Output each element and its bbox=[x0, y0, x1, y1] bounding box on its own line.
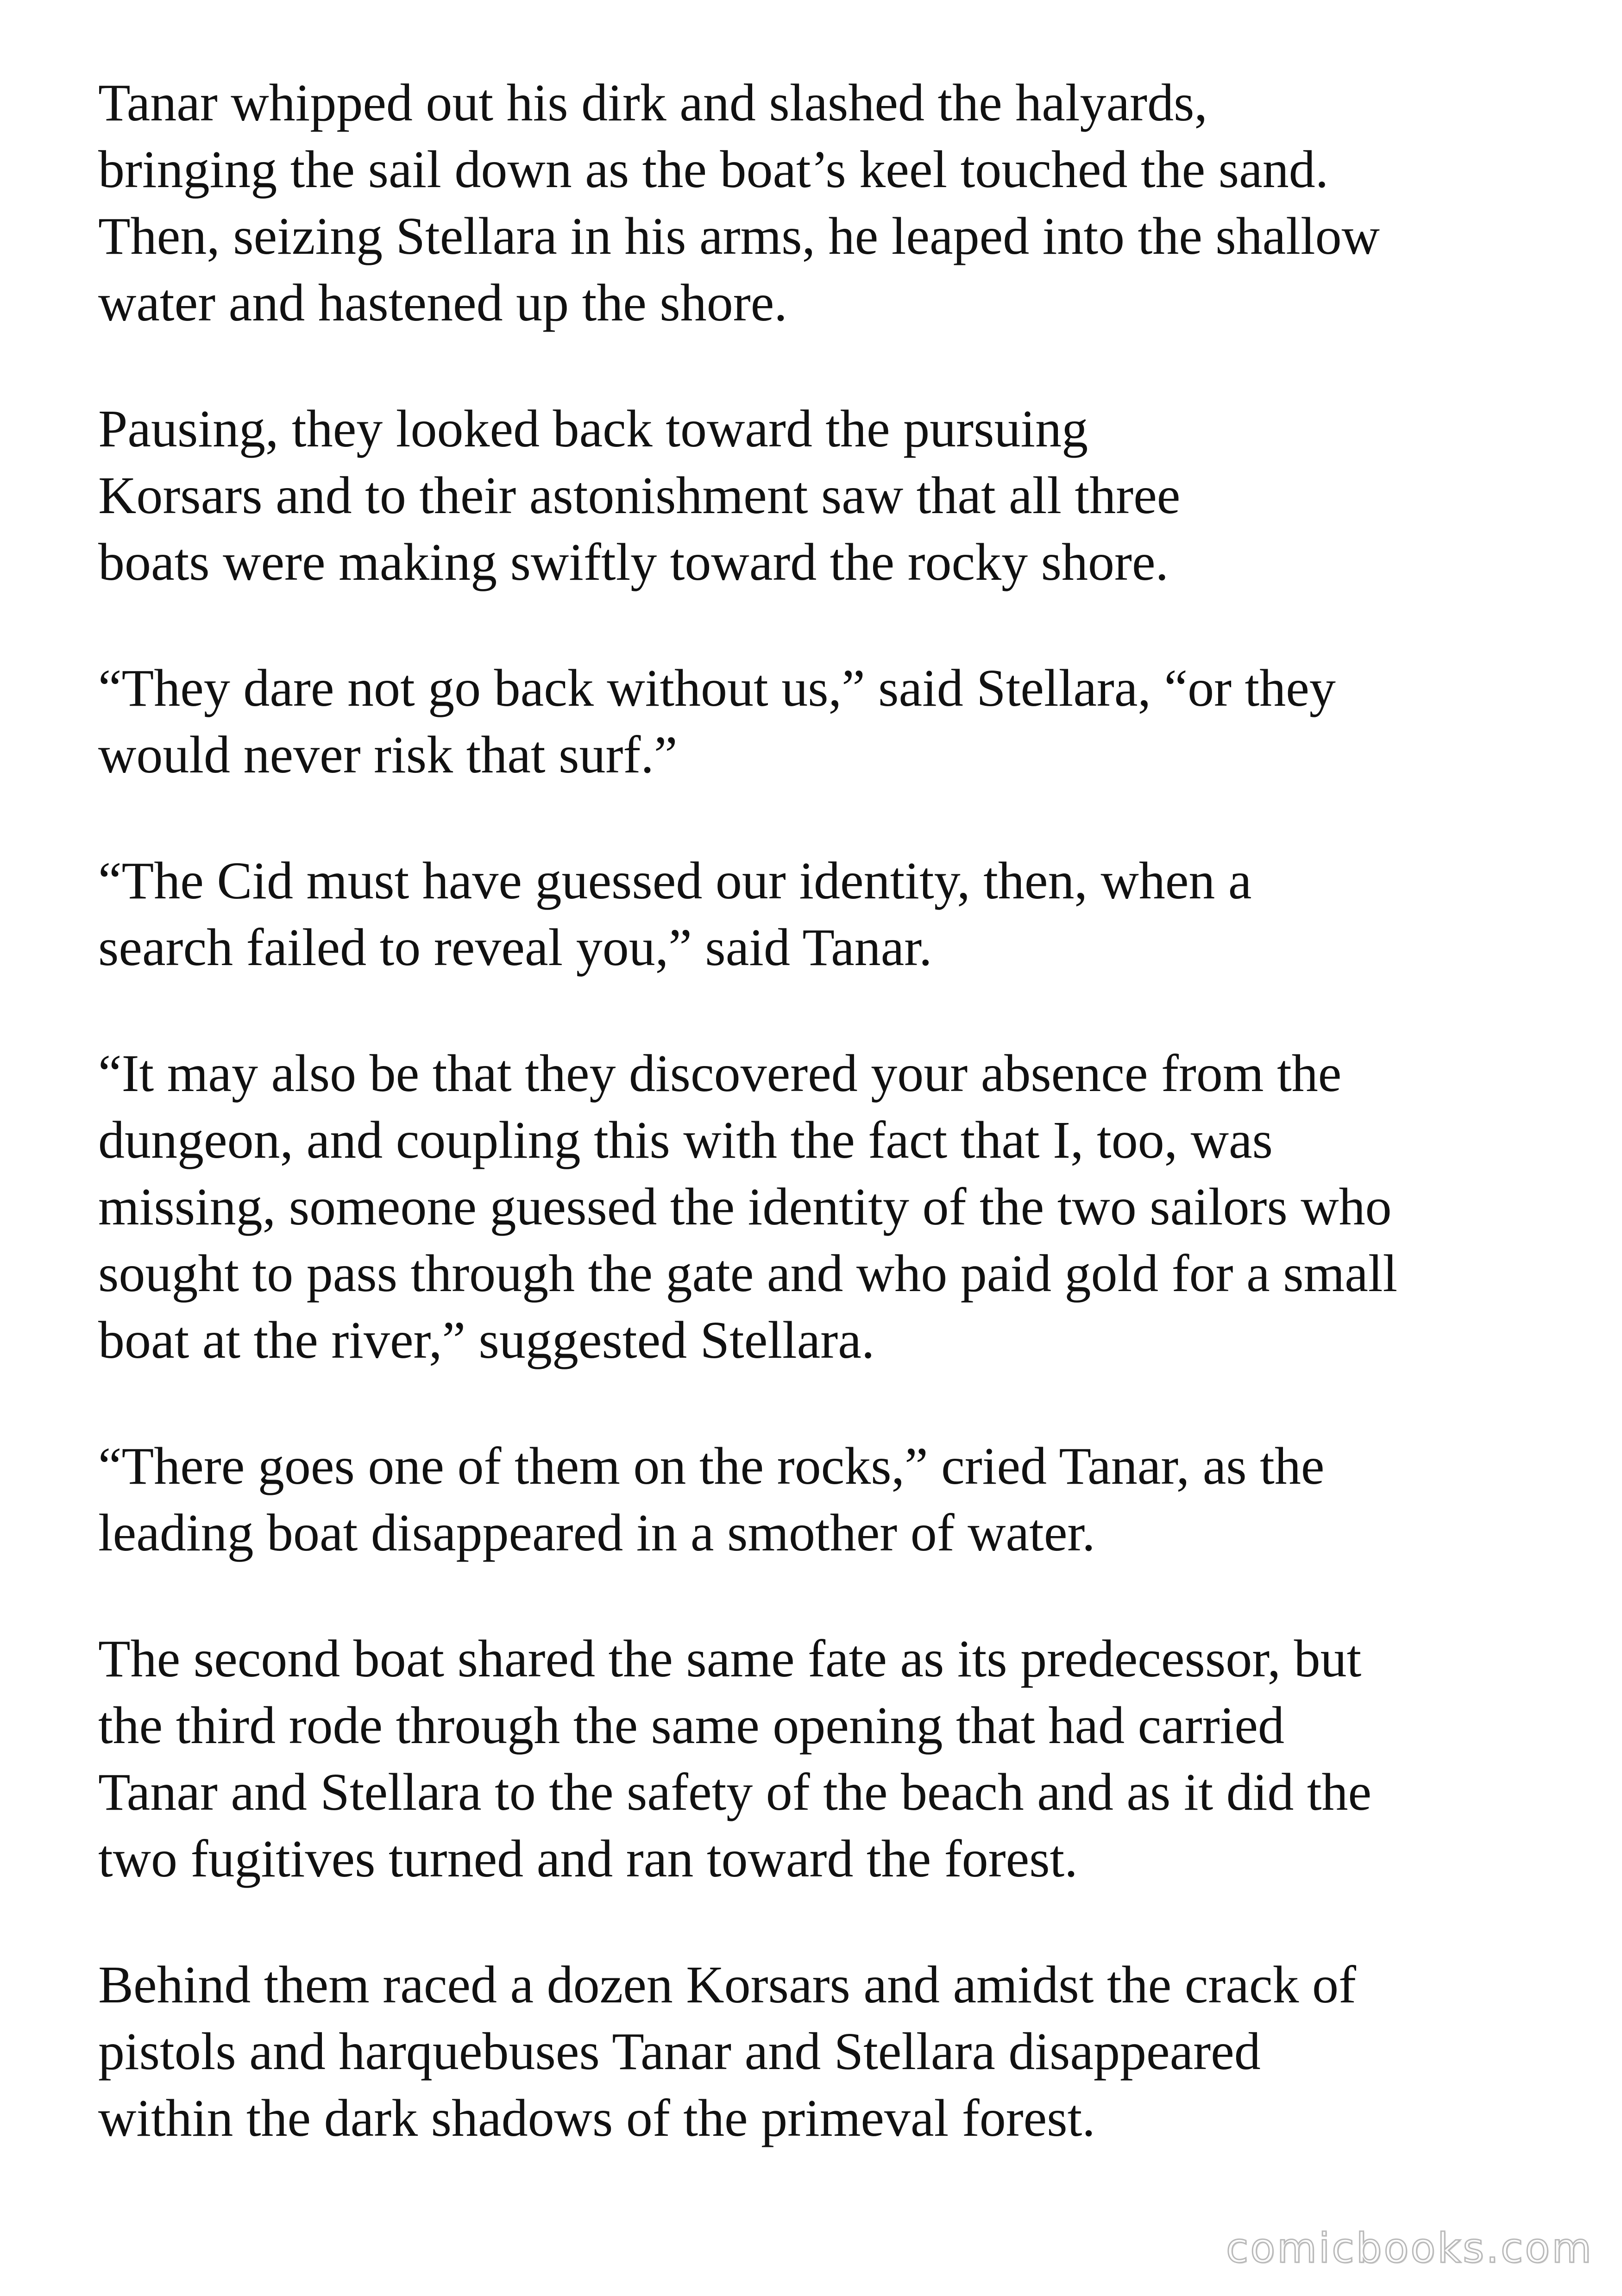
text-line: “They dare not go back without us,” said Stellara, “or they bbox=[98, 659, 1336, 717]
paragraph-8 bbox=[98, 1951, 1562, 2152]
paragraph-5 bbox=[98, 1040, 1562, 1374]
text-line: “The Cid must have guessed our identity, then, when a bbox=[98, 851, 1252, 910]
text-line: leading boat disappeared in a smother of water. bbox=[98, 1503, 1095, 1562]
text-line: boats were making swiftly toward the rocky shore. bbox=[98, 533, 1169, 591]
text-line: sought to pass through the gate and who paid gold for a small bbox=[98, 1244, 1398, 1303]
text-line: the third rode through the same opening that had carried bbox=[98, 1696, 1284, 1755]
text-line: bringing the sail down as the boat’s keel touched the sand. bbox=[98, 140, 1329, 199]
text-line: two fugitives turned and ran toward the forest. bbox=[98, 1829, 1078, 1888]
text-line: water and hastened up the shore. bbox=[98, 273, 787, 332]
text-line: The second boat shared the same fate as its predecessor, but bbox=[98, 1629, 1362, 1688]
text-line: “It may also be that they discovered your absence from the bbox=[98, 1044, 1342, 1103]
text-line: Korsars and to their astonishment saw that all three bbox=[98, 466, 1181, 525]
text-line: would never risk that surf.” bbox=[98, 725, 678, 784]
text-line: Behind them raced a dozen Korsars and amidst the crack of bbox=[98, 1955, 1356, 2014]
text-line: Pausing, they looked back toward the pursuing bbox=[98, 399, 1088, 458]
story-text bbox=[98, 69, 1562, 2152]
paragraph-7 bbox=[98, 1625, 1562, 1892]
paragraph-2 bbox=[98, 395, 1562, 596]
text-line: “There goes one of them on the rocks,” cried Tanar, as the bbox=[98, 1437, 1325, 1495]
paragraph-6 bbox=[98, 1433, 1562, 1566]
paragraph-1 bbox=[98, 69, 1562, 336]
watermark: comicbooks.com bbox=[1226, 2224, 1593, 2272]
paragraph-4 bbox=[98, 847, 1562, 981]
text-line: missing, someone guessed the identity of the two sailors who bbox=[98, 1177, 1392, 1236]
text-line: search failed to reveal you,” said Tanar. bbox=[98, 918, 932, 977]
text-line: Then, seizing Stellara in his arms, he leaped into the shallow bbox=[98, 207, 1380, 265]
text-line: boat at the river,” suggested Stellara. bbox=[98, 1311, 875, 1369]
text-line: within the dark shadows of the primeval forest. bbox=[98, 2089, 1095, 2147]
paragraph-3 bbox=[98, 655, 1562, 788]
text-line: dungeon, and coupling this with the fact that I, too, was bbox=[98, 1110, 1273, 1169]
text-line: pistols and harquebuses Tanar and Stellara disappeared bbox=[98, 2022, 1261, 2081]
text-line: Tanar and Stellara to the safety of the beach and as it did the bbox=[98, 1763, 1372, 1821]
text-line: Tanar whipped out his dirk and slashed the halyards, bbox=[98, 73, 1207, 132]
